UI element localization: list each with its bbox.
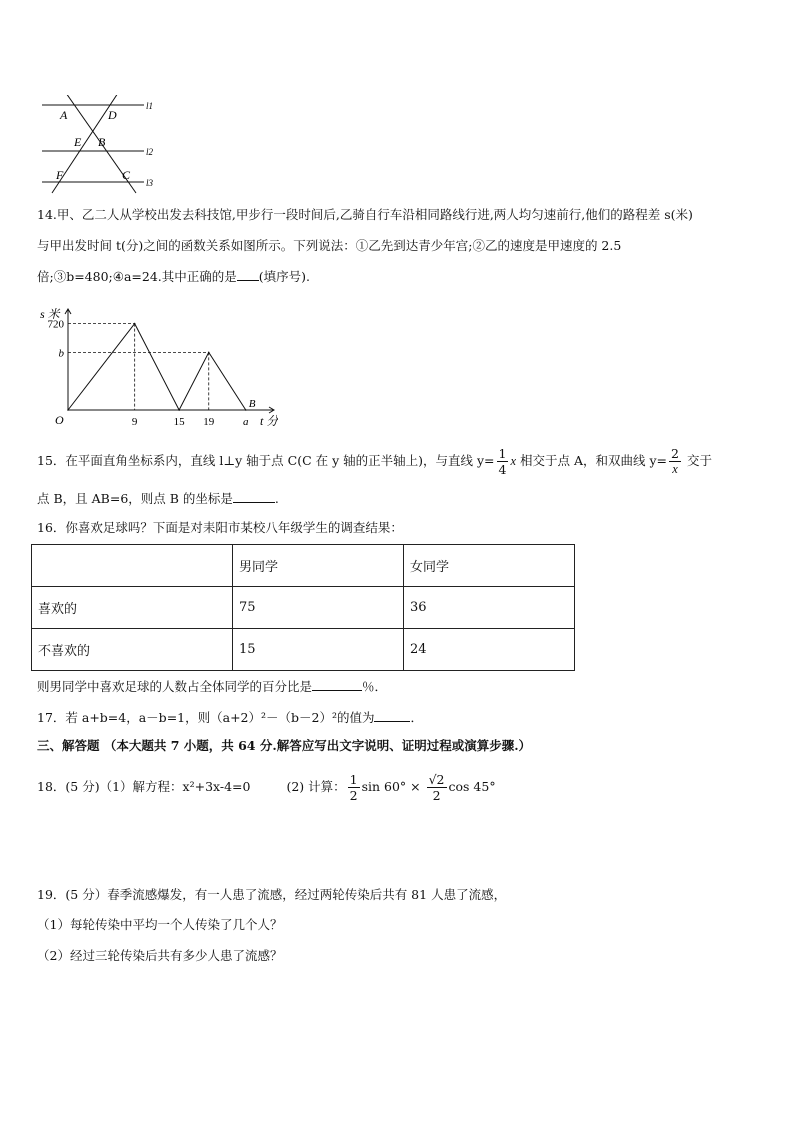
table-cell: 36 xyxy=(404,587,575,629)
q17 xyxy=(37,709,423,727)
q18-part2-label: (2) 计算： xyxy=(286,779,346,794)
q15-text-d: 交于 xyxy=(682,453,712,468)
q15-fraction-2-x: $\frac{2}{x}$ xyxy=(671,446,679,476)
table-header-cell: 男同学 xyxy=(233,545,404,587)
label-F: F xyxy=(56,168,64,182)
q19-part1: （1）每轮传染中平均一个人传染了几个人？ xyxy=(37,917,283,932)
x-tick-label: 15 xyxy=(173,416,185,428)
q15-var-x: x xyxy=(510,454,517,468)
y-axis-label: s 米 xyxy=(40,307,60,321)
label-l3: l3 xyxy=(146,178,154,188)
x-tick-label: 9 xyxy=(131,416,138,428)
survey-table xyxy=(31,544,575,671)
y-tick-label: b xyxy=(58,347,64,360)
table-cell: 喜欢的 xyxy=(32,587,233,629)
q19-part2: （2）经过三轮传染后共有多少人患了流感？ xyxy=(37,948,283,963)
q14-line3-end: (填序号). xyxy=(258,269,311,284)
label-B: B xyxy=(98,135,106,149)
data-point xyxy=(67,409,69,411)
q16-text: 则男同学中喜欢足球的人数占全体同学的百分比是 xyxy=(37,679,313,694)
q16-question xyxy=(37,678,387,696)
label-A: A xyxy=(60,108,68,122)
data-point xyxy=(178,409,180,411)
q18 xyxy=(37,770,496,804)
q18-part1: 18．(5 分)（1）解方程：x²+3x-4=0 xyxy=(37,779,251,794)
q18-cos-term: cos 45° xyxy=(448,779,496,794)
q15-line1 xyxy=(37,446,712,477)
label-D: D xyxy=(108,108,117,122)
data-point xyxy=(245,409,247,411)
table-header-cell: 女同学 xyxy=(404,545,575,587)
table-cell: 24 xyxy=(404,629,575,671)
table-header-cell xyxy=(32,545,233,587)
table-cell: 15 xyxy=(233,629,404,671)
q18-sin-term: sin 60° × xyxy=(361,779,425,794)
q15-text-f: . xyxy=(274,491,279,506)
label-E: E xyxy=(74,135,82,149)
label-C: C xyxy=(122,168,131,182)
distance-time-chart xyxy=(38,304,278,432)
q17-answer-blank[interactable] xyxy=(374,709,410,722)
q15-answer-blank[interactable] xyxy=(233,490,275,503)
q15-fraction-1-4: $\frac{1}{4}$ xyxy=(498,446,507,477)
table-row xyxy=(32,587,575,629)
data-point xyxy=(134,323,136,325)
x-tick-label: 19 xyxy=(203,416,215,428)
q17-end: ． xyxy=(410,710,423,725)
q16-intro: 16．你喜欢足球吗？下面是对耒阳市某校八年级学生的调查结果： xyxy=(37,520,403,535)
q15-line2 xyxy=(37,490,279,508)
q14-line3 xyxy=(37,268,310,286)
table-cell: 不喜欢的 xyxy=(32,629,233,671)
q17-text: 17．若 a+b=4，a－b=1，则（a+2）²－（b－2）²的值为 xyxy=(37,710,375,725)
x-axis-label: t 分 xyxy=(260,414,278,428)
q18-fraction-root2: $\frac{√2}{2}$ xyxy=(428,772,445,803)
q19-line1: 19．(5 分）春季流感爆发，有一人患了流感，经过两轮传染后共有 81 人患了流感， xyxy=(37,887,507,902)
label-l1: l1 xyxy=(146,101,154,111)
q14-line2: 与甲出发时间 t(分)之间的函数关系如图所示。下列说法：①乙先到达青少年宫;②乙的速度是甲速度的 2.5 xyxy=(37,238,622,253)
table-cell: 75 xyxy=(233,587,404,629)
q14-answer-blank[interactable] xyxy=(237,268,259,281)
q16-answer-blank[interactable] xyxy=(312,678,362,691)
q15-text-c: 相交于点 A，和双曲线 y= xyxy=(516,453,668,468)
q14-line1: 14.甲、乙二人从学校出发去科技馆,甲步行一段时间后,乙骑自行车沿相同路线行进,两人均匀速前行,他们的路程差 s(米) xyxy=(37,207,693,222)
table-row xyxy=(32,629,575,671)
q18-fraction-half: $\frac{1}{2}$ xyxy=(349,772,358,803)
origin-label: O xyxy=(55,413,64,427)
series-line xyxy=(68,324,246,410)
x-tick-label: a xyxy=(243,416,249,428)
q14-line3-text: 倍;③b=480;④a=24.其中正确的是 xyxy=(37,269,237,284)
data-point xyxy=(208,352,210,354)
parallel-lines-figure xyxy=(36,95,166,195)
y-tick-label: 720 xyxy=(47,318,64,331)
q15-text-e: 点 B，且 AB=6，则点 B 的坐标是 xyxy=(37,491,233,506)
section-heading: 三、解答题 （本大题共 7 小题，共 64 分.解答应写出文字说明、证明过程或演算步骤.） xyxy=(37,738,532,753)
label-l2: l2 xyxy=(146,147,154,157)
end-point-label: B xyxy=(248,398,256,410)
table-header-row xyxy=(32,545,575,587)
q15-text-a: 15．在平面直角坐标系内，直线 l⊥y 轴于点 C(C 在 y 轴的正半轴上)，与直线 y= xyxy=(37,453,495,468)
q16-unit: ％． xyxy=(362,679,388,694)
